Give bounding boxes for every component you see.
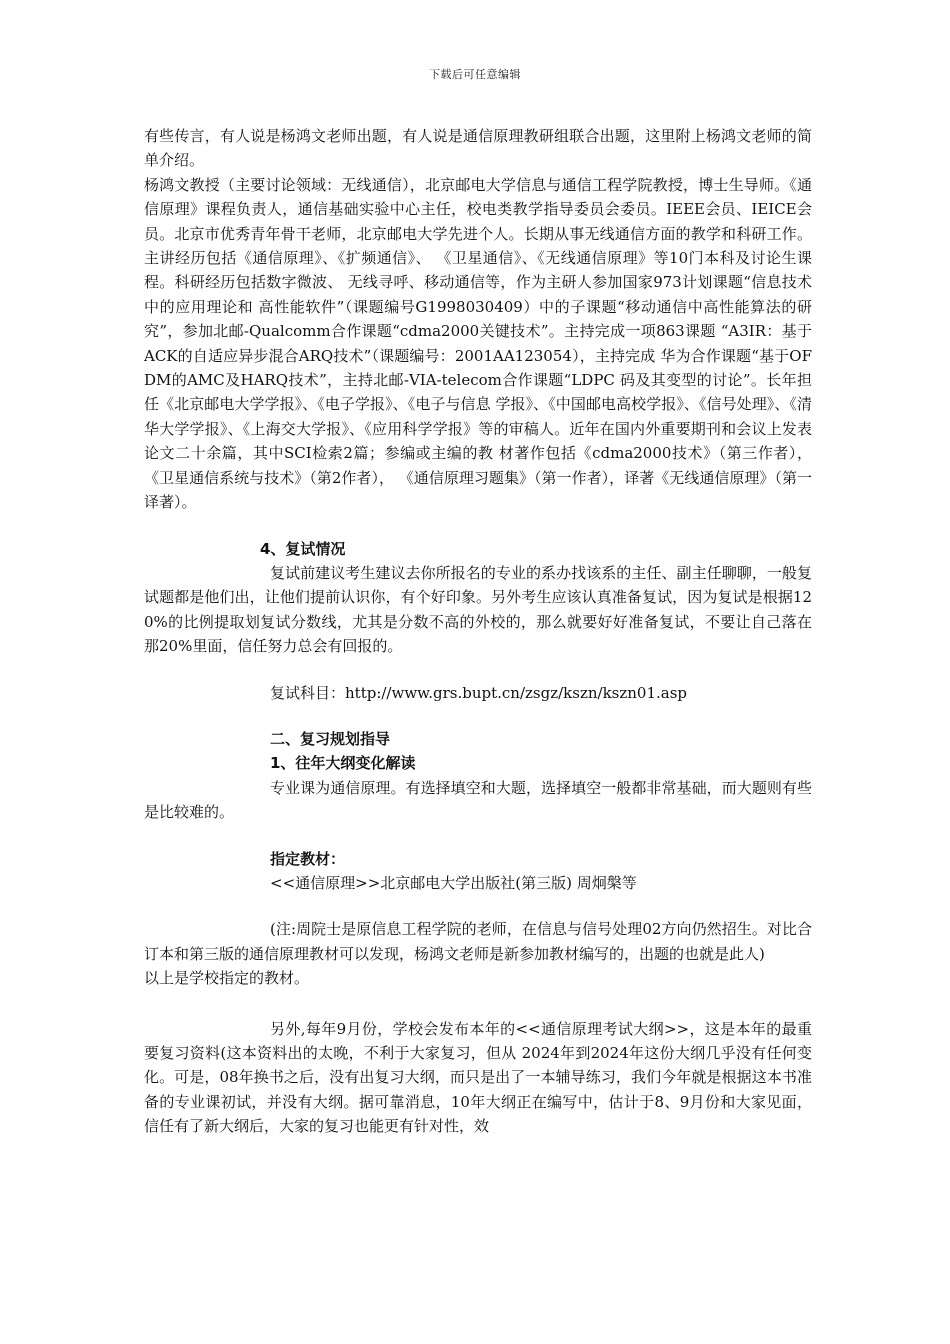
retest-subjects-link[interactable]: 复试科目：http://www.grs.bupt.cn/zsgz/kszn/kszn01.asp — [270, 683, 688, 702]
textbook-title: <<通信原理>>北京邮电大学出版社(第三版) 周炯槃等 — [270, 873, 637, 892]
section-heading-review-plan: 二、复习规划指导 — [270, 729, 391, 748]
textbook-label: 指定教材： — [270, 849, 346, 868]
document-body — [144, 124, 812, 1139]
author-note-paragraph: (注:周院士是原信息工程学院的老师，在信息与信号处理02方向仍然招生。对比合订本和第三版的通信原理教材可以发现，杨鸿文老师是新参加教材编写的，出题的也就是此人) — [144, 920, 812, 963]
download-note: 下载后可任意编辑 — [429, 68, 521, 81]
course-paragraph: 专业课为通信原理。有选择填空和大题，选择填空一般都非常基础，而大题则有些是比较难的。 — [144, 778, 812, 822]
school-textbook-line: 以上是学校指定的教材。 — [144, 969, 310, 988]
outline-paragraph: 另外,每年9月份，学校会发布本年的<<通信原理考试大纲>>，这是本年的最重要复习资料(这本资料出的太晚，不利于大家复习，但从 2024年到2024年这份大纲几乎没有任何变化。可是，08年换书之后，没有出复习大纲，而只是出了一本辅导练习，我们今年就是根据这本书准备的专业课初试，并没有大纲。据可靠消息，10年大纲正在编写中，估计于8、9月份和大家见面，信任有了新大纲后，大家的复习也能更有针对性，效 — [144, 1019, 812, 1136]
retest-paragraph: 复试前建议考生建议去你所报名的专业的系办找该系的主任、副主任聊聊，一般复试题都是他们出，让他们提前认识你，有个好印象。另外考生应该认真准备复试，因为复试是根据120%的比例提取划复试分数线，尤其是分数不高的外校的，那么就要好好准备复试，不要让自己落在那20%里面，信任努力总会有回报的。 — [144, 563, 812, 656]
section-heading-retest: 4、复试情况 — [260, 539, 346, 558]
subheading-outline-changes: 1、往年大纲变化解读 — [270, 754, 416, 773]
bio-paragraph: 杨鸿文教授（主要讨论领域：无线通信），北京邮电大学信息与通信工程学院教授，博士生导师。《通信原理》课程负责人，通信基础实验中心主任，校电类教学指导委员会委员。IEEE会员、IEICE会员。北京市优秀青年骨干老师，北京邮电大学先进个人。长期从事无线通信方面的教学和科研工作。主讲经历包括《通信原理》、《扩频通信》、 《卫星通信》、《无线通信原理》等10门本科及讨论生课程。科研经历包括数字微波、 无线寻呼、移动通信等，作为主研人参加国家973计划课题“信息技术中的应用理论和 高性能软件”（课题编号G1998030409）中的子课题“移动通信中高性能算法的研 究”，参加北邮-Qualcomm合作课题“cdma2000关键技术”。主持完成一项863课题 “A3IR：基于ACK的自适应异步混合ARQ技术”（课题编号：2001AA123054），主持完成 华为合作课题“基于OFDM的AMC及HARQ技术”，主持北邮-VIA-telecom合作课题“LDPC 码及其变型的讨论”。长年担任《北京邮电大学学报》、《电子学报》、《电子与信息 学报》、《中国邮电高校学报》、《信号处理》、《清华大学学报》、《上海交大学报》、《应用科学学报》等的审稿人。近年在国内外重要期刊和会议上发表论文二十余篇，其中SCI检索2篇；参编或主编的教 材著作包括《cdma2000技术》（第三作者），《卫星通信系统与技术》（第2作者）， 《通信原理习题集》（第一作者），译著《无线通信原理》（第一译著）。 — [144, 175, 812, 512]
intro-paragraph: 有些传言，有人说是杨鸿文老师出题，有人说是通信原理教研组联合出题，这里附上杨鸿文老师的简单介绍。 — [144, 127, 812, 170]
